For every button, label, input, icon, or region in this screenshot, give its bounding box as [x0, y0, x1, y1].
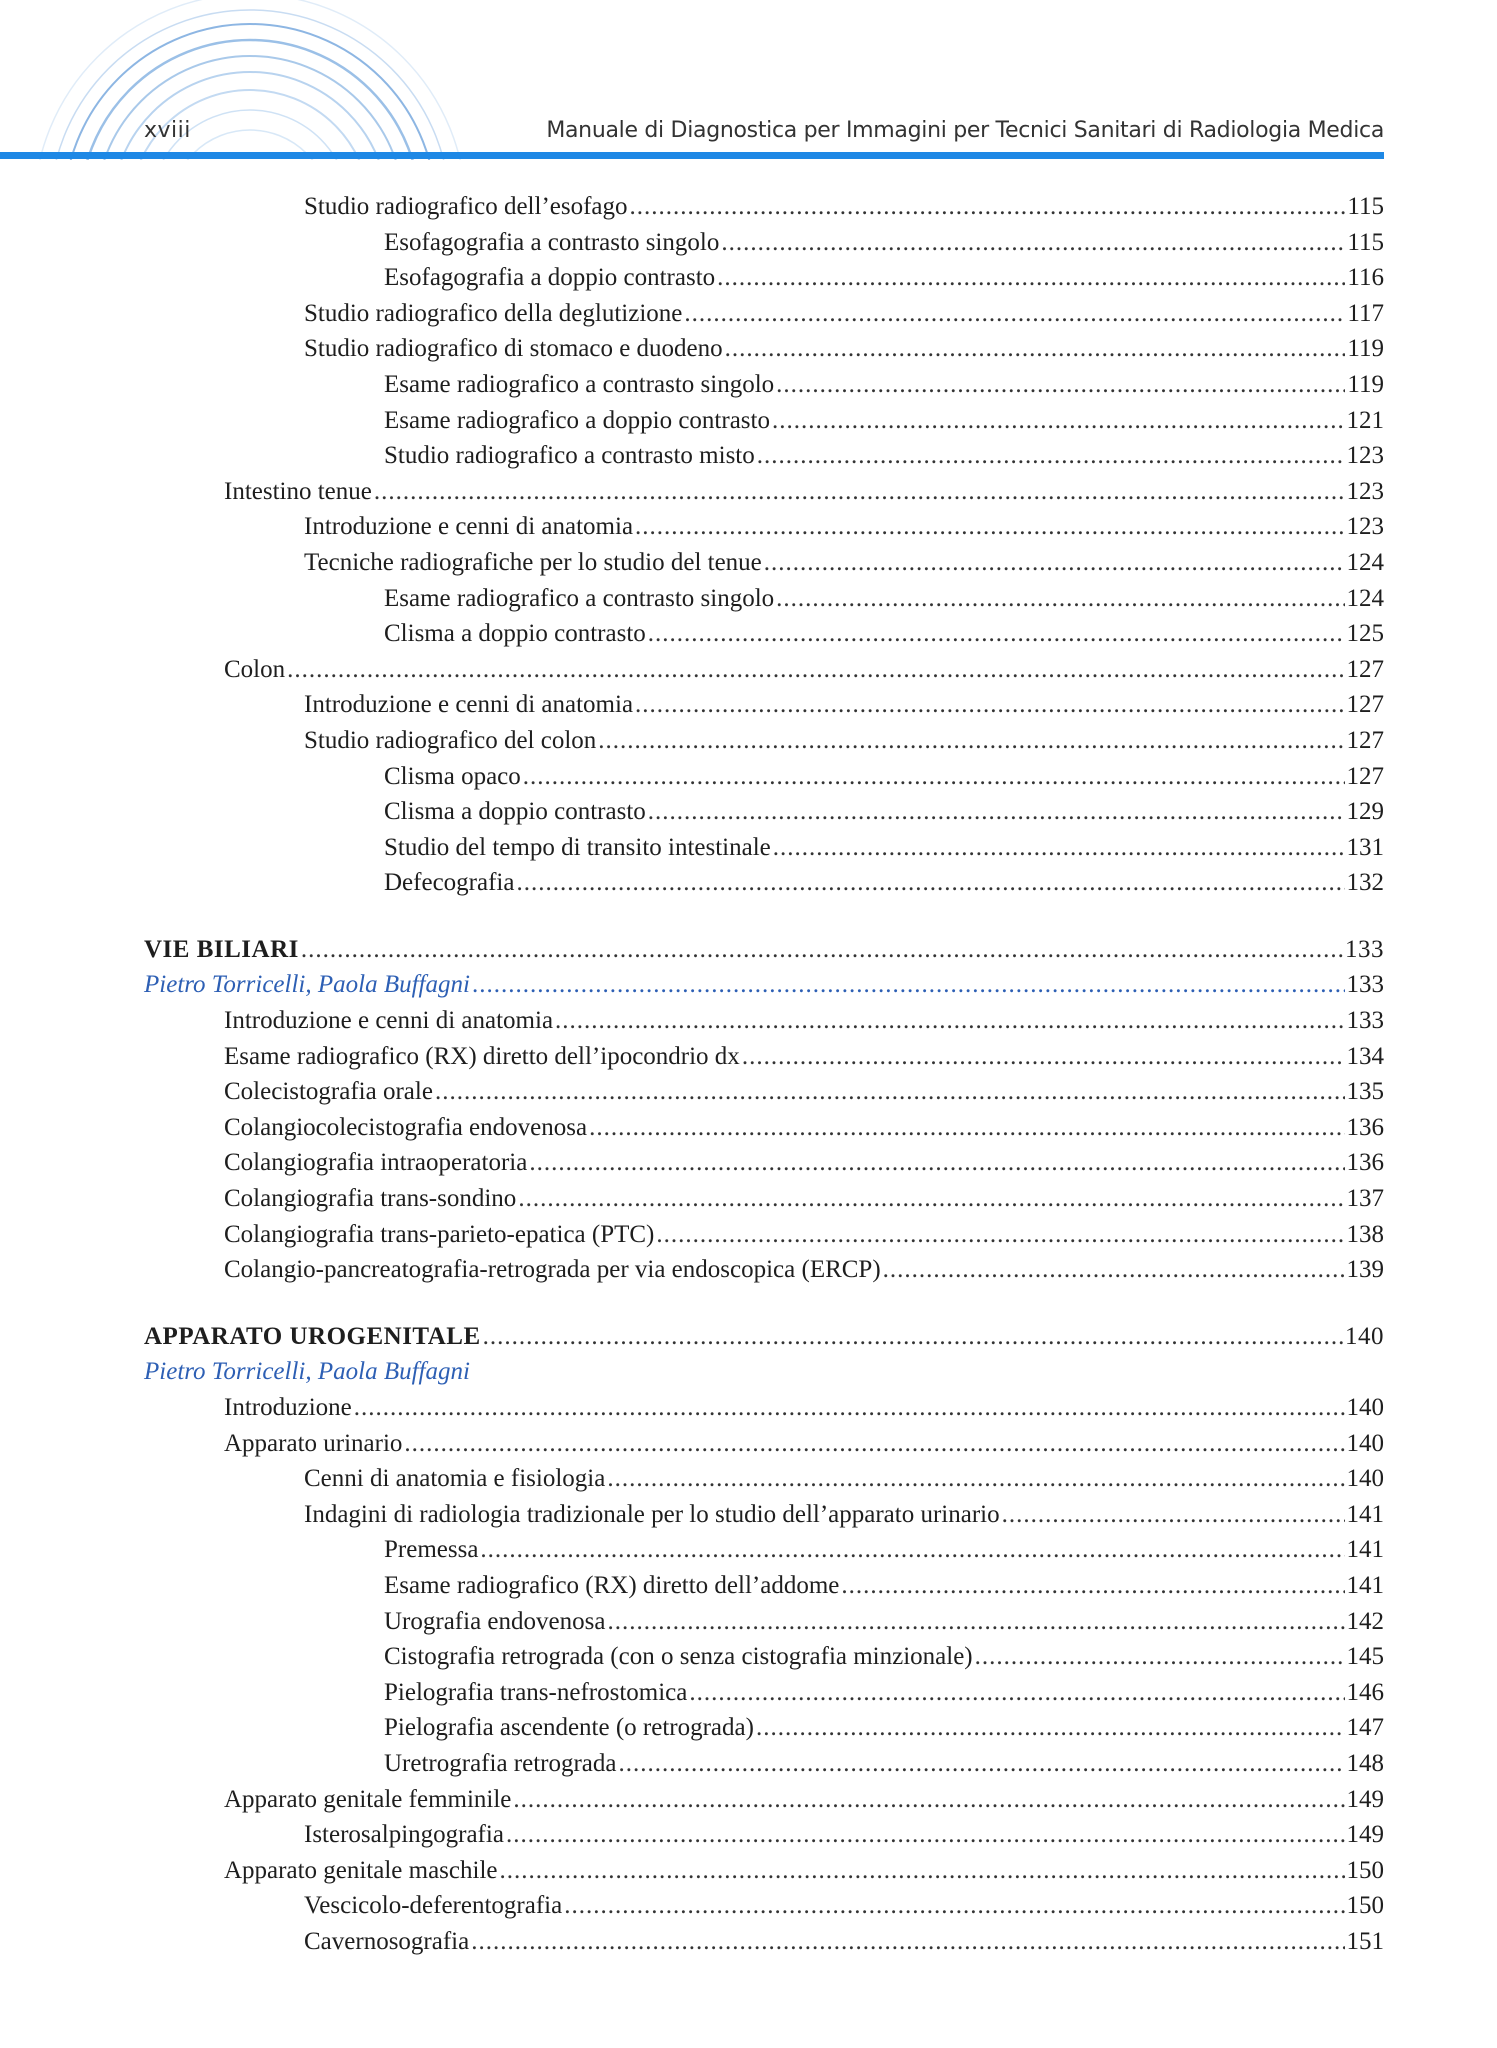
toc-page-number: 119 [1347, 335, 1384, 363]
toc-entry-title: Esame radiografico a doppio contrasto [384, 406, 770, 434]
toc-page-number: 123 [1346, 442, 1384, 470]
toc-dot-leader [354, 1390, 1345, 1426]
toc-entry [144, 1145, 1384, 1181]
toc-dot-leader [404, 1426, 1344, 1462]
toc-page-number: 119 [1347, 370, 1384, 398]
toc-entry [144, 1568, 1384, 1604]
toc-entry [144, 1003, 1384, 1039]
toc-dot-leader [435, 1074, 1345, 1110]
toc-entry-title: Tecniche radiografiche per lo studio del tenue [304, 548, 762, 576]
toc-entry-title: Studio radiografico di stomaco e duodeno [304, 335, 723, 363]
toc-page-number: 136 [1346, 1149, 1384, 1177]
toc-entry [144, 1217, 1384, 1253]
toc-author-line [144, 967, 1384, 1003]
toc-entry-title: Esame radiografico a contrasto singolo [384, 370, 775, 398]
header-rule [0, 152, 1384, 159]
toc-entry [144, 1461, 1384, 1497]
toc-dot-leader [555, 1003, 1344, 1039]
toc-page-number: 125 [1346, 620, 1384, 648]
toc-page-number: 141 [1346, 1571, 1384, 1599]
toc-page-number: 135 [1346, 1078, 1384, 1106]
toc-dot-leader [529, 1145, 1344, 1181]
toc-page-number: 147 [1346, 1714, 1384, 1742]
toc-entry [144, 1888, 1384, 1924]
toc-entry [144, 1390, 1384, 1426]
toc-dot-leader [742, 1039, 1345, 1075]
toc-dot-leader [589, 1110, 1344, 1146]
toc-dot-leader [772, 403, 1345, 439]
toc-page-number: 133 [1346, 971, 1384, 999]
toc-entry [144, 1782, 1384, 1818]
toc-entry-title: VIE BILIARI [144, 935, 299, 963]
toc-entry-title: Esame radiografico a contrasto singolo [384, 584, 775, 612]
toc-entry-title: Introduzione e cenni di anatomia [304, 691, 634, 719]
toc-dot-leader [619, 1746, 1345, 1782]
toc-dot-leader [374, 474, 1345, 510]
toc-entry [144, 794, 1384, 830]
toc-page-number: 133 [1345, 935, 1384, 963]
toc-entry-title: APPARATO UROGENITALE [144, 1322, 481, 1350]
toc-entry-title: Vescicolo-deferentografia [304, 1892, 563, 1920]
toc-dot-leader [518, 1181, 1344, 1217]
toc-page-number: 123 [1346, 477, 1384, 505]
toc-entry [144, 1426, 1384, 1462]
toc-page-number: 142 [1346, 1607, 1384, 1635]
toc-page-number: 148 [1346, 1749, 1384, 1777]
toc-entry-title: Premessa [384, 1536, 479, 1564]
toc-entry [144, 1924, 1384, 1960]
toc-entry [144, 225, 1384, 261]
toc-dot-leader [564, 1888, 1344, 1924]
toc-entry-title: Colangio-pancreatografia-retrograda per via endoscopica (ERCP) [224, 1256, 881, 1284]
toc-page-number: 141 [1346, 1536, 1384, 1564]
toc-entry [144, 687, 1384, 723]
toc-dot-leader [480, 1532, 1344, 1568]
toc-dot-leader [301, 932, 1343, 968]
toc-page-number: 140 [1346, 1465, 1384, 1493]
toc-entry [144, 331, 1384, 367]
toc-entry [144, 438, 1384, 474]
toc-entry [144, 1710, 1384, 1746]
toc-dot-leader [506, 1817, 1345, 1853]
page-number: xviii [144, 118, 191, 143]
toc-entry-title: Urografia endovenosa [384, 1607, 606, 1635]
toc-entry-title: Introduzione e cenni di anatomia [224, 1007, 554, 1035]
toc-page-number: 138 [1346, 1220, 1384, 1248]
toc-dot-leader [516, 865, 1344, 901]
page-header [144, 118, 1384, 150]
toc-page-number: 115 [1347, 228, 1384, 256]
toc-page-number: 151 [1346, 1927, 1384, 1955]
toc-dot-leader [471, 1924, 1344, 1960]
toc-entry-title: Cenni di anatomia e fisiologia [304, 1465, 606, 1493]
toc-entry-title: Pietro Torricelli, Paola Buffagni [144, 971, 470, 999]
toc-entry-title: Colecistografia orale [224, 1078, 433, 1106]
toc-entry [144, 616, 1384, 652]
toc-dot-leader [513, 1782, 1344, 1818]
toc-entry-title: Studio radiografico della deglutizione [304, 299, 683, 327]
toc-entry [144, 1532, 1384, 1568]
toc-dot-leader [607, 1604, 1344, 1640]
toc-entry [144, 1639, 1384, 1675]
toc-entry-title: Esame radiografico (RX) diretto dell’addome [384, 1571, 840, 1599]
toc-dot-leader [721, 225, 1345, 261]
toc-page-number: 149 [1346, 1785, 1384, 1813]
toc-entry [144, 474, 1384, 510]
toc-page-number: 139 [1346, 1256, 1384, 1284]
toc-page-number: 129 [1346, 798, 1384, 826]
toc-section-heading [144, 1319, 1384, 1355]
toc-entry-title: Studio radiografico a contrasto misto [384, 442, 755, 470]
toc-entry [144, 545, 1384, 581]
toc-entry [144, 367, 1384, 403]
toc-dot-leader [975, 1639, 1345, 1675]
toc-entry-title: Introduzione [224, 1394, 352, 1421]
toc-entry [144, 865, 1384, 901]
toc-page-number: 116 [1347, 264, 1384, 292]
toc-dot-leader [656, 1217, 1344, 1253]
toc-entry-title: Esofagografia a contrasto singolo [384, 228, 720, 256]
toc-entry-title: Indagini di radiologia tradizionale per lo studio dell’apparato urinario [304, 1500, 1000, 1528]
toc-entry-title: Colangiografia trans-parieto-epatica (PTC) [224, 1220, 655, 1248]
toc-section-heading [144, 932, 1384, 968]
toc-dot-leader [523, 759, 1345, 795]
toc-page-number: 137 [1346, 1185, 1384, 1213]
toc-entry [144, 1675, 1384, 1711]
toc-entry-title: Defecografia [384, 869, 515, 897]
toc-page-number: 145 [1346, 1643, 1384, 1671]
toc-entry-title: Clisma a doppio contrasto [384, 798, 646, 826]
toc-entry-title: Colangiografia intraoperatoria [224, 1149, 528, 1177]
toc-entry-title: Esame radiografico (RX) diretto dell’ipocondrio dx [224, 1042, 740, 1070]
toc-entry [144, 509, 1384, 545]
toc-entry [144, 1074, 1384, 1110]
toc-entry-title: Isterosalpingografia [304, 1821, 504, 1849]
toc-dot-leader [689, 1675, 1344, 1711]
toc-entry [144, 403, 1384, 439]
toc-entry-title: Cistografia retrograda (con o senza cistografia minzionale) [384, 1643, 973, 1671]
toc-page-number: 140 [1346, 1394, 1384, 1421]
toc-entry-title: Apparato urinario [224, 1429, 403, 1457]
toc-dot-leader [776, 367, 1345, 403]
toc-entry [144, 1604, 1384, 1640]
toc-entry-title: Studio del tempo di transito intestinale [384, 833, 771, 861]
toc-entry [144, 759, 1384, 795]
toc-page-number: 149 [1346, 1821, 1384, 1849]
toc-page-number: 121 [1346, 406, 1384, 434]
toc-entry [144, 1181, 1384, 1217]
toc-dot-leader [1002, 1497, 1345, 1533]
toc-entry-title: Pietro Torricelli, Paola Buffagni [144, 1358, 470, 1386]
toc-entry-title: Colangiocolecistografia endovenosa [224, 1113, 588, 1141]
toc-page-number: 123 [1346, 513, 1384, 541]
toc-page-number: 140 [1345, 1322, 1384, 1350]
toc-page-number: 146 [1346, 1678, 1384, 1706]
toc-dot-leader [776, 581, 1344, 617]
toc-dot-leader [757, 438, 1345, 474]
toc-page-number: 150 [1346, 1856, 1384, 1884]
toc-dot-leader [287, 652, 1344, 688]
toc-dot-leader [773, 830, 1345, 866]
toc-dot-leader [648, 616, 1345, 652]
toc-page-number: 117 [1347, 299, 1384, 327]
toc-dot-leader [684, 296, 1345, 332]
toc-entry [144, 189, 1384, 225]
toc-page-number: 132 [1346, 869, 1384, 897]
toc-dot-leader [483, 1319, 1343, 1355]
toc-page-number: 127 [1346, 762, 1384, 790]
toc-page-number: 133 [1346, 1007, 1384, 1035]
toc-page-number: 136 [1346, 1113, 1384, 1141]
toc-entry-title: Colon [224, 655, 286, 683]
toc-entry-title: Pielografia trans-nefrostomica [384, 1678, 688, 1706]
toc-dot-leader [883, 1252, 1345, 1288]
toc-entry-title: Colangiografia trans-sondino [224, 1185, 517, 1213]
toc-entry [144, 296, 1384, 332]
toc-page-number: 150 [1346, 1892, 1384, 1920]
table-of-contents [144, 189, 1384, 1960]
toc-entry-title: Pielografia ascendente (o retrograda) [384, 1714, 754, 1742]
toc-page-number: 124 [1346, 548, 1384, 576]
toc-entry-title: Introduzione e cenni di anatomia [304, 513, 634, 541]
toc-entry-title: Studio radiografico del colon [304, 726, 597, 754]
toc-entry-title: Esofagografia a doppio contrasto [384, 264, 716, 292]
toc-entry-title: Apparato genitale femminile [224, 1785, 512, 1813]
toc-dot-leader [717, 260, 1345, 296]
toc-entry-title: Studio radiografico dell’esofago [304, 193, 628, 220]
toc-entry [144, 581, 1384, 617]
toc-entry-title: Clisma a doppio contrasto [384, 620, 646, 648]
toc-dot-leader [630, 189, 1346, 225]
toc-page-number: 134 [1346, 1042, 1384, 1070]
toc-page-number: 127 [1346, 726, 1384, 754]
toc-dot-leader [756, 1710, 1345, 1746]
toc-entry [144, 723, 1384, 759]
toc-dot-leader [648, 794, 1345, 830]
toc-entry [144, 652, 1384, 688]
toc-entry [144, 1110, 1384, 1146]
toc-entry [144, 1497, 1384, 1533]
toc-entry-title: Intestino tenue [224, 477, 372, 505]
toc-author-line [144, 1354, 1384, 1390]
toc-dot-leader [607, 1461, 1344, 1497]
toc-entry-title: Apparato genitale maschile [224, 1856, 498, 1884]
toc-page-number: 115 [1347, 193, 1384, 220]
toc-dot-leader [635, 509, 1344, 545]
toc-entry [144, 1039, 1384, 1075]
toc-dot-leader [598, 723, 1344, 759]
toc-dot-leader [841, 1568, 1344, 1604]
toc-page-number: 141 [1346, 1500, 1384, 1528]
toc-entry-title: Uretrografia retrograda [384, 1749, 617, 1777]
toc-entry-title: Cavernosografia [304, 1927, 470, 1955]
toc-dot-leader [500, 1853, 1345, 1889]
toc-page-number: 127 [1346, 691, 1384, 719]
toc-entry [144, 830, 1384, 866]
toc-dot-leader [764, 545, 1345, 581]
toc-page-number: 131 [1346, 833, 1384, 861]
toc-page-number: 124 [1346, 584, 1384, 612]
toc-page-number: 140 [1346, 1429, 1384, 1457]
running-title: Manuale di Diagnostica per Immagini per Tecnici Sanitari di Radiologia Medica [546, 118, 1384, 143]
toc-entry [144, 1817, 1384, 1853]
toc-entry [144, 1252, 1384, 1288]
toc-dot-leader [725, 331, 1346, 367]
toc-dot-leader [472, 967, 1345, 1003]
toc-dot-leader [635, 687, 1344, 723]
toc-entry-title: Clisma opaco [384, 762, 521, 790]
toc-entry [144, 260, 1384, 296]
toc-entry [144, 1746, 1384, 1782]
toc-page-number: 127 [1346, 655, 1384, 683]
toc-entry [144, 1853, 1384, 1889]
